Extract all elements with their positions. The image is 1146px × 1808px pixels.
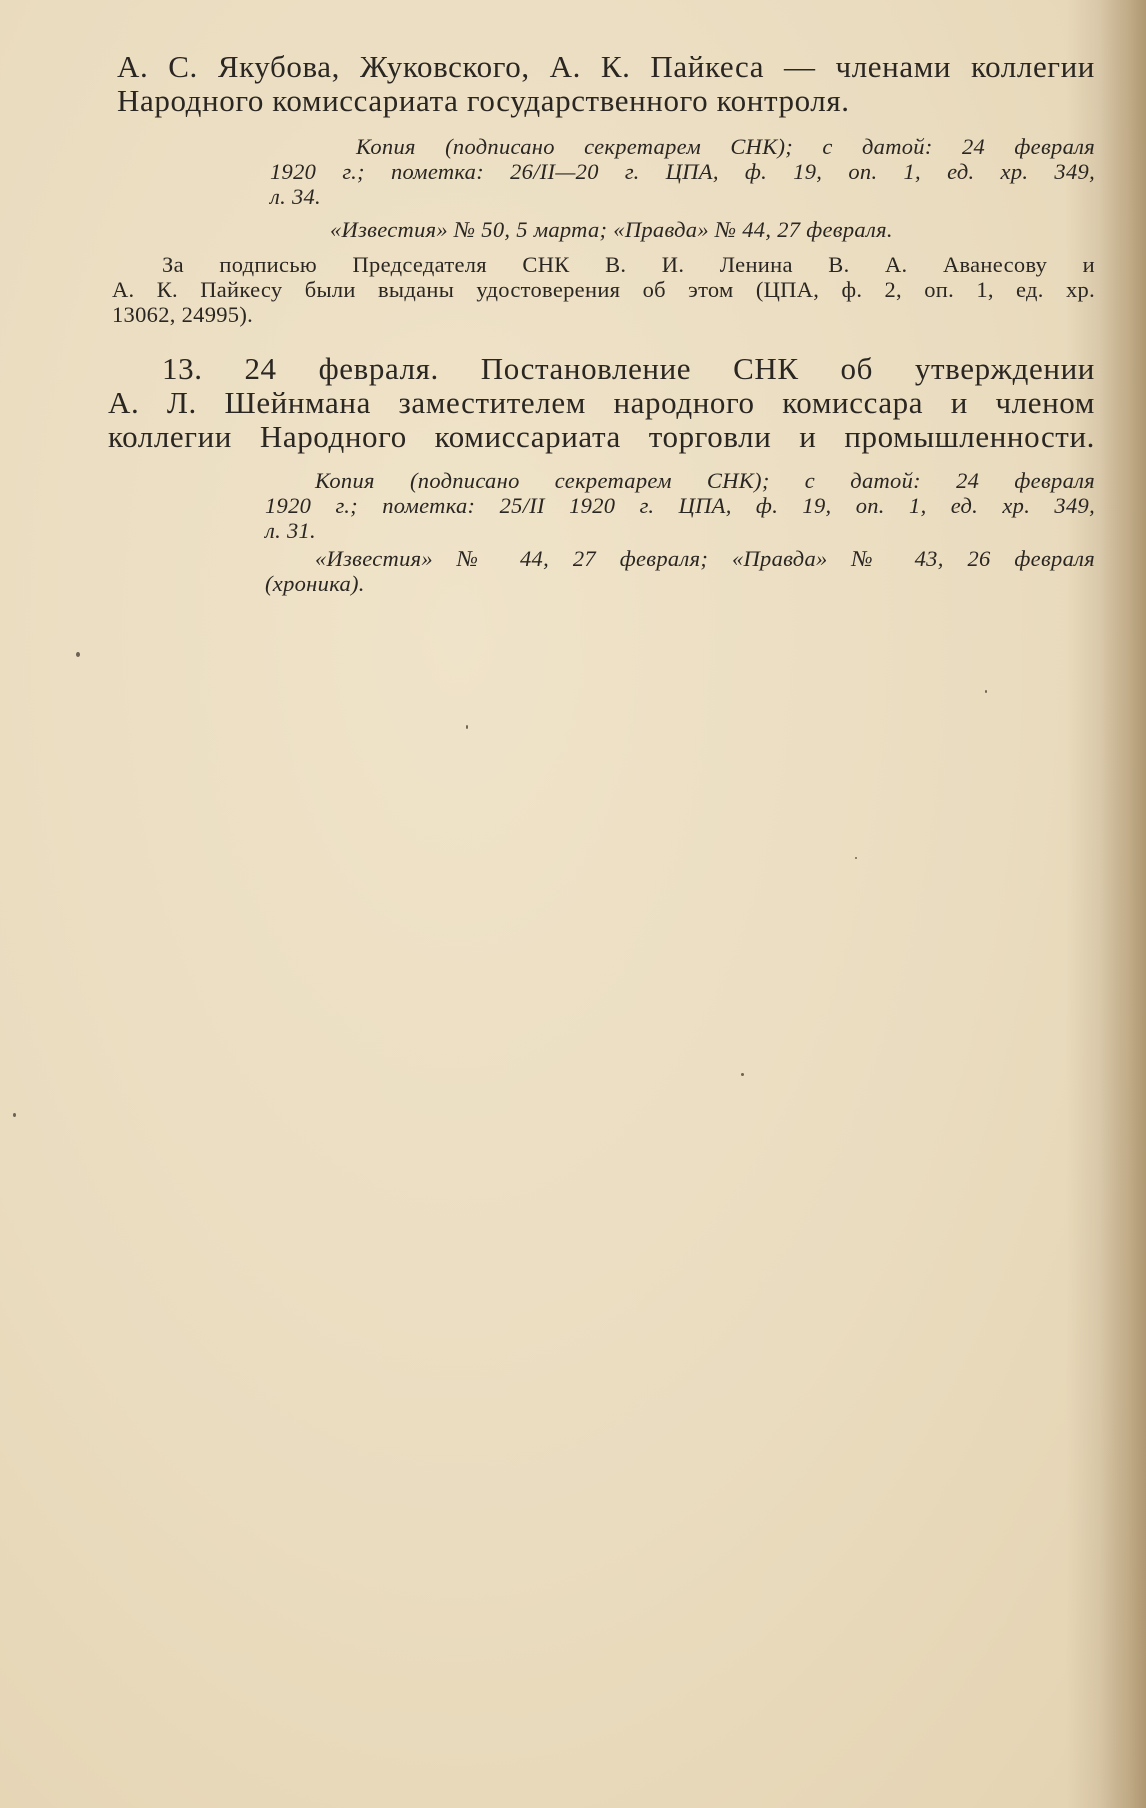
paper-speck: [13, 1113, 16, 1117]
text-line: За подписью Председателя СНК В. И. Ленина В. А. Аванесову и: [162, 252, 1095, 277]
text-line: (хроника).: [265, 571, 365, 596]
entry-body-13: [108, 386, 1095, 454]
text-line: л. 34.: [270, 184, 321, 209]
text-line: А. Л. Шейнмана заместителем народного комиссара и членом: [108, 385, 1095, 420]
text-line: 13. 24 февраля. Постановление СНК об утверждении: [162, 351, 1095, 386]
paper-speck: [76, 652, 80, 657]
text-line: Копия (подписано секретарем СНК); с датой: 24 февраля: [356, 134, 1095, 159]
publication-note: [330, 217, 893, 242]
paragraph-continuation: [117, 50, 1095, 118]
paper-speck: [985, 690, 987, 693]
source-note-continued: [265, 493, 1095, 543]
text-line: А. С. Якубова, Жуковского, А. К. Пайкеса — членами коллегии: [117, 49, 1095, 84]
source-note: [265, 468, 1095, 493]
text-line: Копия (подписано секретарем СНК); с датой: 24 февраля: [315, 468, 1095, 493]
paper-speck: [741, 1073, 744, 1076]
text-line: 1920 г.; пометка: 26/II—20 г. ЦПА, ф. 19, оп. 1, ед. хр. 349,: [270, 159, 1095, 184]
text-line: 1920 г.; пометка: 25/II 1920 г. ЦПА, ф. 19, оп. 1, ед. хр. 349,: [265, 493, 1095, 518]
text-line: А. К. Пайкесу были выданы удостоверения об этом (ЦПА, ф. 2, оп. 1, ед. хр.: [112, 277, 1095, 302]
text-line: Народного комиссариата государственного контроля.: [117, 83, 850, 118]
text-line: коллегии Народного комиссариата торговли и промышленности.: [108, 419, 1095, 454]
text-line: «Известия» № 50, 5 марта; «Правда» № 44, 27 февраля.: [330, 217, 893, 242]
paper-speck: [466, 725, 468, 729]
text-line: 13062, 24995).: [112, 302, 254, 327]
source-note: [270, 134, 1095, 159]
text-line: «Известия» № 44, 27 февраля; «Правда» № 43, 26 февраля: [315, 546, 1095, 571]
commentary-paragraph-continued: [112, 277, 1095, 327]
commentary-paragraph: [112, 252, 1095, 277]
source-note-continued: [270, 159, 1095, 209]
publication-note: [265, 546, 1095, 596]
paper-speck: [855, 857, 857, 859]
page-gutter-shadow: [1100, 0, 1146, 1808]
text-line: л. 31.: [265, 518, 316, 543]
entry-heading-13: [112, 352, 1095, 386]
